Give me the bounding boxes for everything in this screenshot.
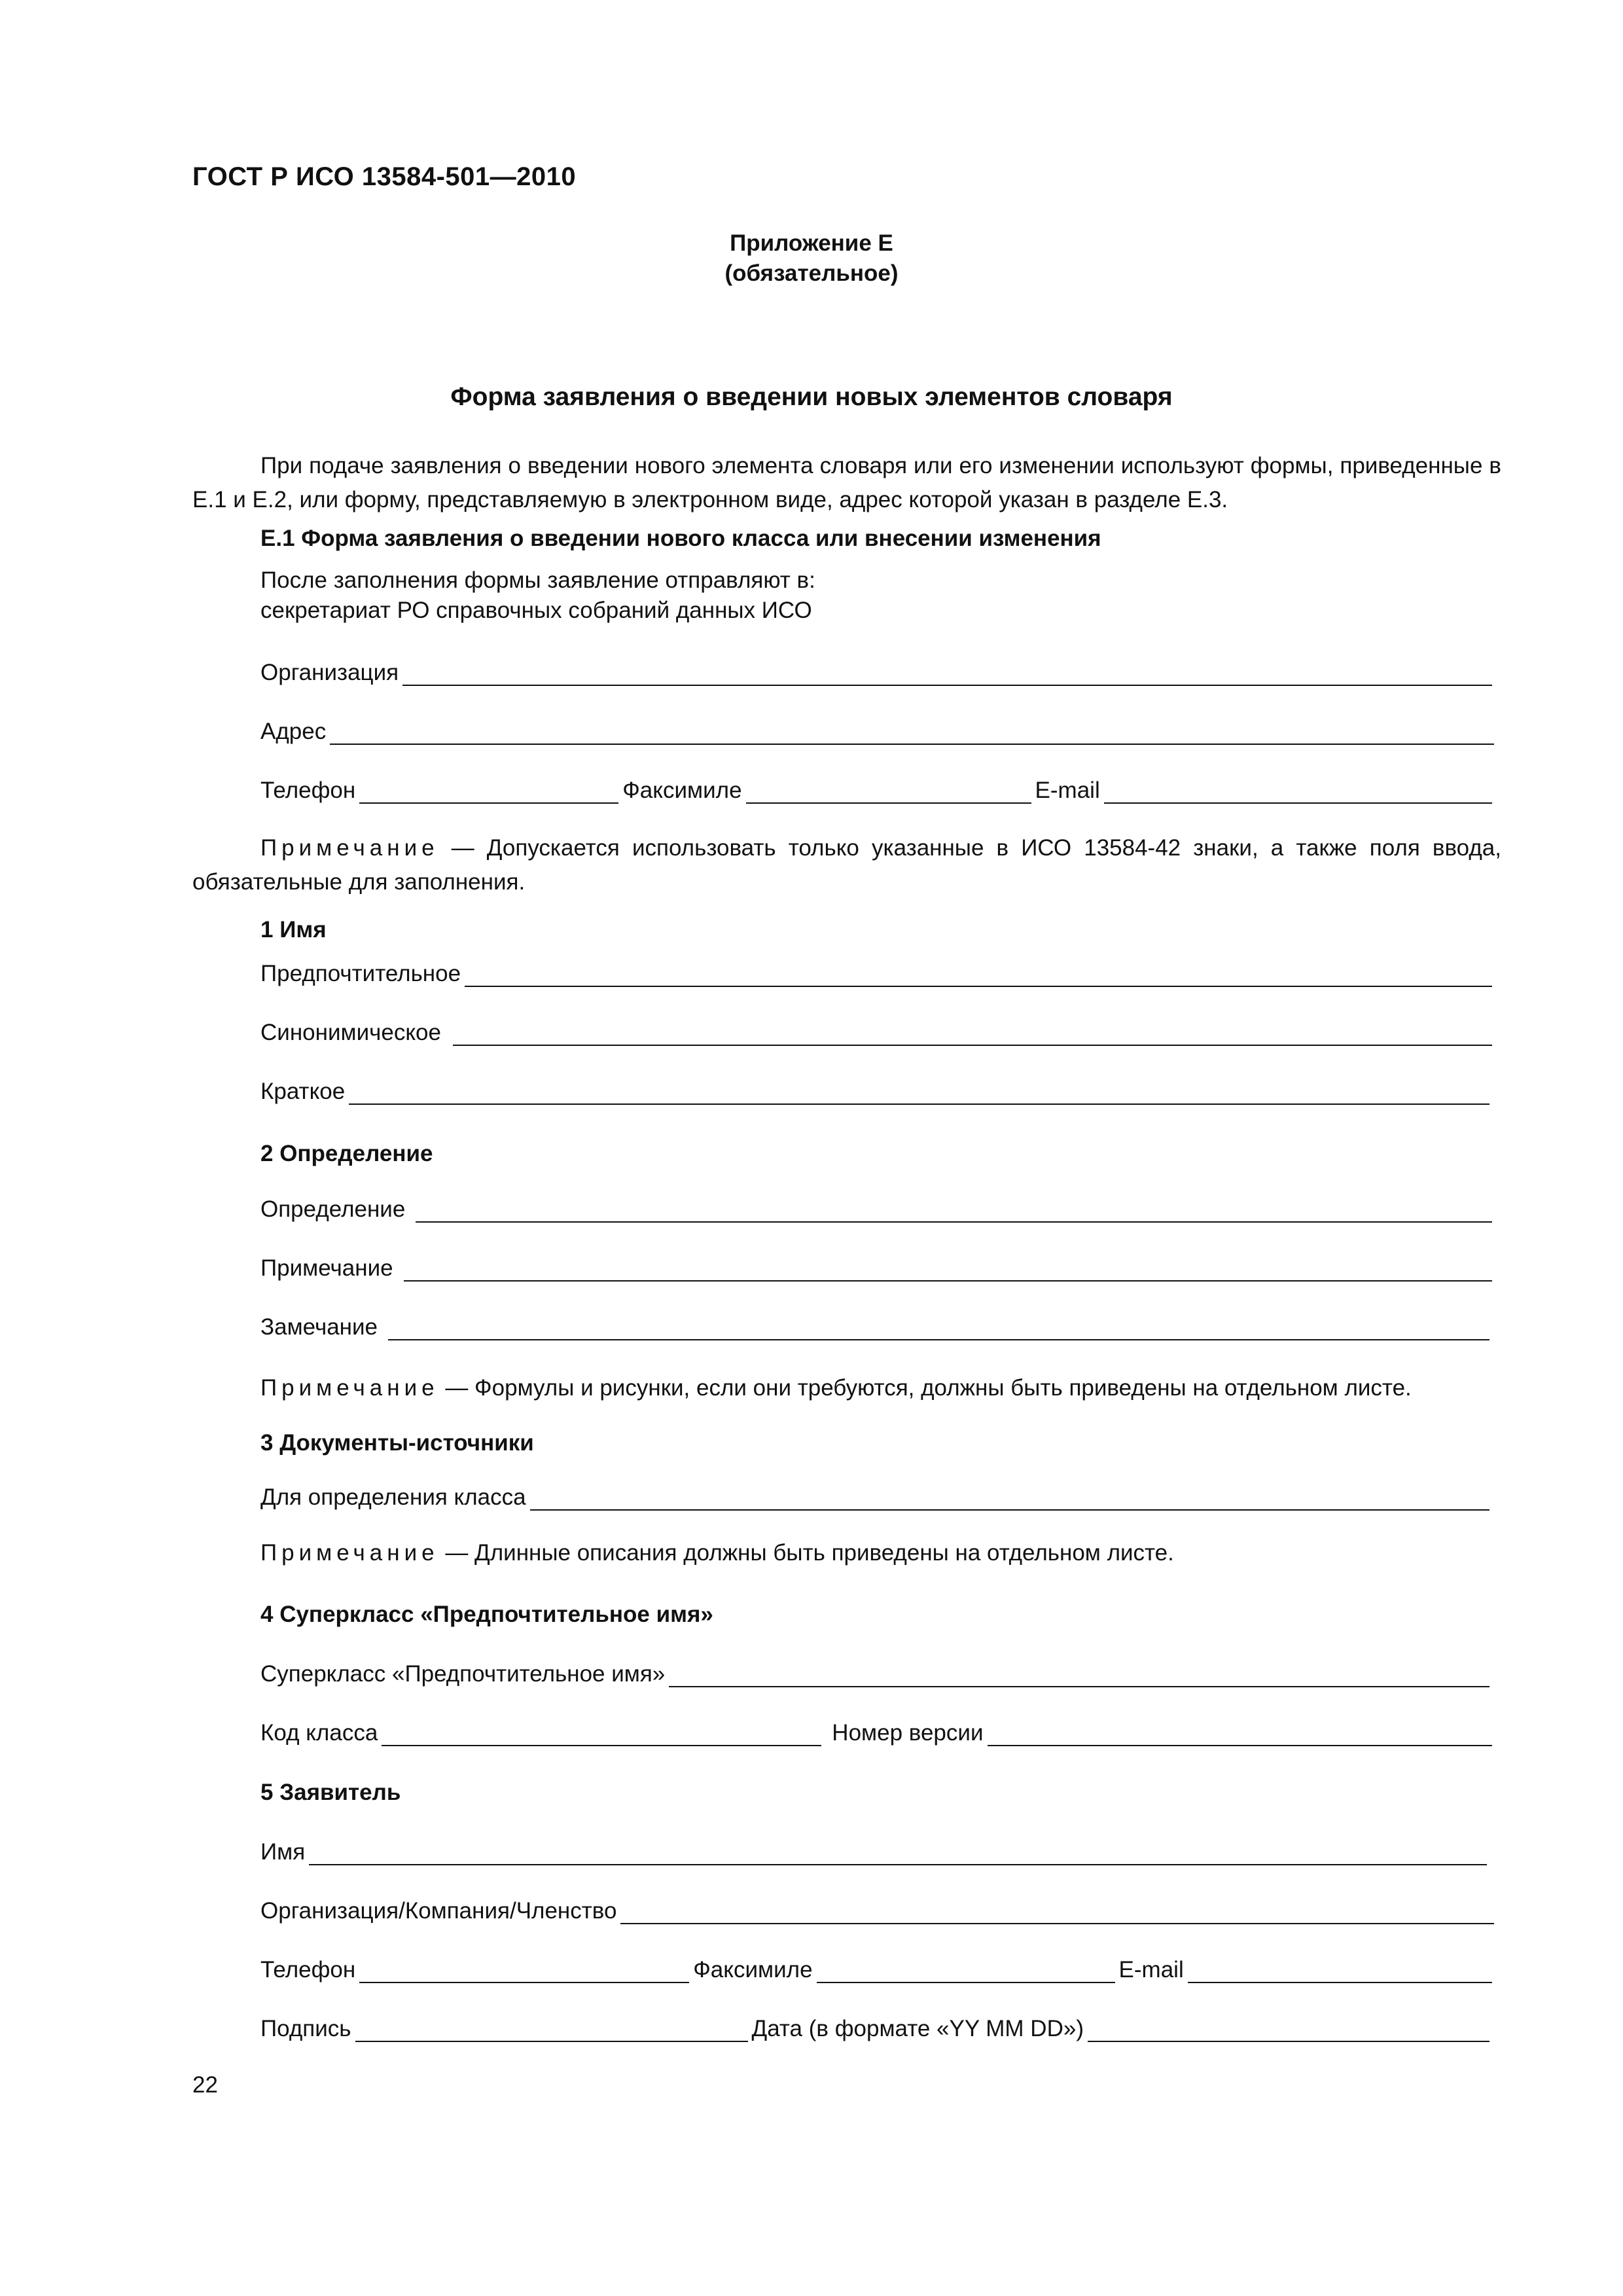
section-5-heading: 5 Заявитель xyxy=(260,1780,401,1805)
definition-label: Определение xyxy=(260,1196,406,1222)
remark-input[interactable] xyxy=(388,1312,1489,1340)
version-input[interactable] xyxy=(988,1717,1493,1746)
applicant-email-input[interactable] xyxy=(1188,1954,1492,1983)
intro-paragraph xyxy=(192,449,1501,517)
form-title: Форма заявления о введении новых элементов словаря xyxy=(450,383,1173,411)
organization-field xyxy=(260,653,1492,686)
address-label: Адрес xyxy=(260,719,327,744)
date-label: Дата (в формате «YY MM DD») xyxy=(751,2016,1084,2041)
section-e1-heading: Е.1 Форма заявления о введении нового класса или внесении изменения xyxy=(260,526,1101,551)
email-input[interactable] xyxy=(1104,775,1492,804)
contact-phone-row xyxy=(260,771,1492,804)
note-1-text: — Допускается использовать только указанные в ИСО 13584-42 знаки, а также поля ввода, обязательные для заполнения. xyxy=(192,835,1501,895)
applicant-fax-label: Факсимиле xyxy=(693,1957,813,1982)
definition-note-label: Примечание xyxy=(260,1255,393,1281)
address-input[interactable] xyxy=(330,716,1494,745)
definition-note-field xyxy=(260,1249,1492,1282)
section-1-heading: 1 Имя xyxy=(260,917,327,942)
class-definition-source-field xyxy=(260,1478,1489,1511)
organization-input[interactable] xyxy=(402,657,1492,686)
definition-note-input[interactable] xyxy=(404,1253,1492,1282)
appendix-subtitle: (обязательное) xyxy=(724,260,899,286)
phone-input[interactable] xyxy=(359,775,618,804)
applicant-phone-input[interactable] xyxy=(359,1954,689,1983)
class-definition-source-input[interactable] xyxy=(530,1482,1489,1511)
superclass-input[interactable] xyxy=(669,1659,1489,1687)
preferred-name-label: Предпочтительное xyxy=(260,961,461,986)
phone-label: Телефон xyxy=(260,778,356,803)
note-2-label: Примечание xyxy=(260,1375,439,1401)
remark-field xyxy=(260,1308,1489,1340)
applicant-fax-input[interactable] xyxy=(817,1954,1115,1983)
send-instruction-line1: После заполнения формы заявление отправляют в: xyxy=(260,567,815,593)
applicant-name-label: Имя xyxy=(260,1839,306,1865)
applicant-name-field xyxy=(260,1833,1487,1865)
applicant-org-field xyxy=(260,1892,1494,1924)
section-2-heading: 2 Определение xyxy=(260,1141,433,1166)
synonym-name-field xyxy=(260,1013,1492,1046)
superclass-label: Суперкласс «Предпочтительное имя» xyxy=(260,1661,666,1687)
applicant-contact-row xyxy=(260,1950,1492,1983)
fax-input[interactable] xyxy=(746,775,1031,804)
class-code-input[interactable] xyxy=(382,1717,821,1746)
applicant-name-input[interactable] xyxy=(309,1837,1487,1865)
definition-field xyxy=(260,1190,1492,1223)
section-4-heading: 4 Суперкласс «Предпочтительное имя» xyxy=(260,1602,713,1627)
short-name-field xyxy=(260,1072,1489,1105)
synonym-name-label: Синонимическое xyxy=(260,1020,441,1045)
class-code-row xyxy=(260,1713,1492,1746)
applicant-phone-label: Телефон xyxy=(260,1957,356,1982)
note-1 xyxy=(192,831,1501,899)
section-3-heading: 3 Документы-источники xyxy=(260,1430,534,1456)
signature-label: Подпись xyxy=(260,2016,351,2041)
synonym-name-input[interactable] xyxy=(453,1017,1492,1046)
class-code-label: Код класса xyxy=(260,1720,378,1746)
note-3 xyxy=(260,1537,1174,1570)
date-input[interactable] xyxy=(1088,2013,1489,2042)
document-code: ГОСТ Р ИСО 13584-501—2010 xyxy=(192,162,577,191)
applicant-org-input[interactable] xyxy=(620,1895,1494,1924)
definition-input[interactable] xyxy=(416,1194,1492,1223)
signature-input[interactable] xyxy=(355,2013,748,2042)
send-instruction-line2: секретариат РО справочных собраний данных ИСО xyxy=(260,598,812,623)
class-definition-source-label: Для определения класса xyxy=(260,1484,526,1510)
appendix-title: Приложение Е xyxy=(730,230,893,256)
remark-label: Замечание xyxy=(260,1314,378,1340)
short-name-input[interactable] xyxy=(349,1076,1489,1105)
preferred-name-input[interactable] xyxy=(465,958,1492,987)
version-label: Номер версии xyxy=(832,1720,984,1746)
applicant-email-label: E-mail xyxy=(1118,1957,1184,1982)
short-name-label: Краткое xyxy=(260,1079,346,1104)
note-3-text: — Длинные описания должны быть приведены на отдельном листе. xyxy=(438,1540,1174,1566)
note-2-text: — Формулы и рисунки, если они требуются, должны быть приведены на отдельном листе. xyxy=(438,1375,1412,1401)
fax-label: Факсимиле xyxy=(622,778,742,803)
page-number: 22 xyxy=(192,2072,218,2098)
organization-label: Организация xyxy=(260,660,399,685)
applicant-org-label: Организация/Компания/Членство xyxy=(260,1898,617,1924)
signature-date-row xyxy=(260,2009,1489,2042)
note-3-label: Примечание xyxy=(260,1540,439,1566)
note-2 xyxy=(260,1372,1412,1405)
superclass-field xyxy=(260,1655,1489,1687)
preferred-name-field xyxy=(260,954,1492,987)
email-label: E-mail xyxy=(1035,778,1100,803)
intro-text: При подаче заявления о введении нового элемента словаря или его изменении используют формы, приведенные в Е.1 и Е.2, или форму, представляемую в электронном виде, адрес которой указан в разделе Е.3. xyxy=(192,453,1501,512)
address-field xyxy=(260,712,1494,745)
note-1-label: Примечание xyxy=(260,835,439,861)
